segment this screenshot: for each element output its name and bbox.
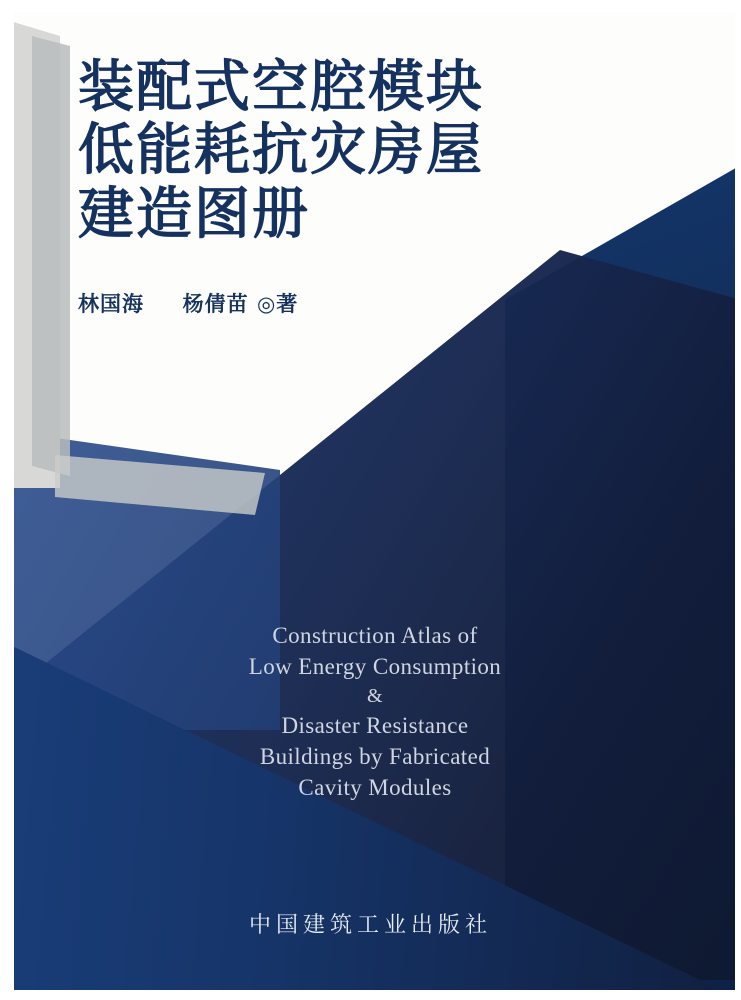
page-edge-bottom xyxy=(0,990,741,1000)
publisher-name: 中国建筑工业出版社 xyxy=(248,913,492,938)
page-edge-left xyxy=(0,0,14,1000)
title-line-2: 低能耗抗灾房屋 xyxy=(78,118,484,184)
title-line-1: 装配式空腔模块 xyxy=(78,55,484,120)
en-title-line-2: Low Energy Consumption xyxy=(248,654,502,680)
page-edge-right xyxy=(735,0,741,1000)
page-edge-top xyxy=(0,0,741,12)
en-title-line-4: Disaster Resistance xyxy=(281,712,469,738)
en-title-line-5: Buildings by Fabricated xyxy=(259,743,491,769)
author-name-1: 林国海 xyxy=(78,292,144,316)
author-byline xyxy=(78,288,298,318)
title-line-3: 建造图册 xyxy=(78,181,310,247)
en-title-line-1: Construction Atlas of xyxy=(272,623,478,648)
author-suffix: ◎著 xyxy=(256,292,299,316)
en-title-ampersand: & xyxy=(367,684,383,707)
author-name-2: 杨倩苗 xyxy=(182,292,249,316)
book-title-chinese xyxy=(78,56,548,246)
book-title-english xyxy=(210,620,540,804)
en-title-line-6: Cavity Modules xyxy=(298,775,452,801)
